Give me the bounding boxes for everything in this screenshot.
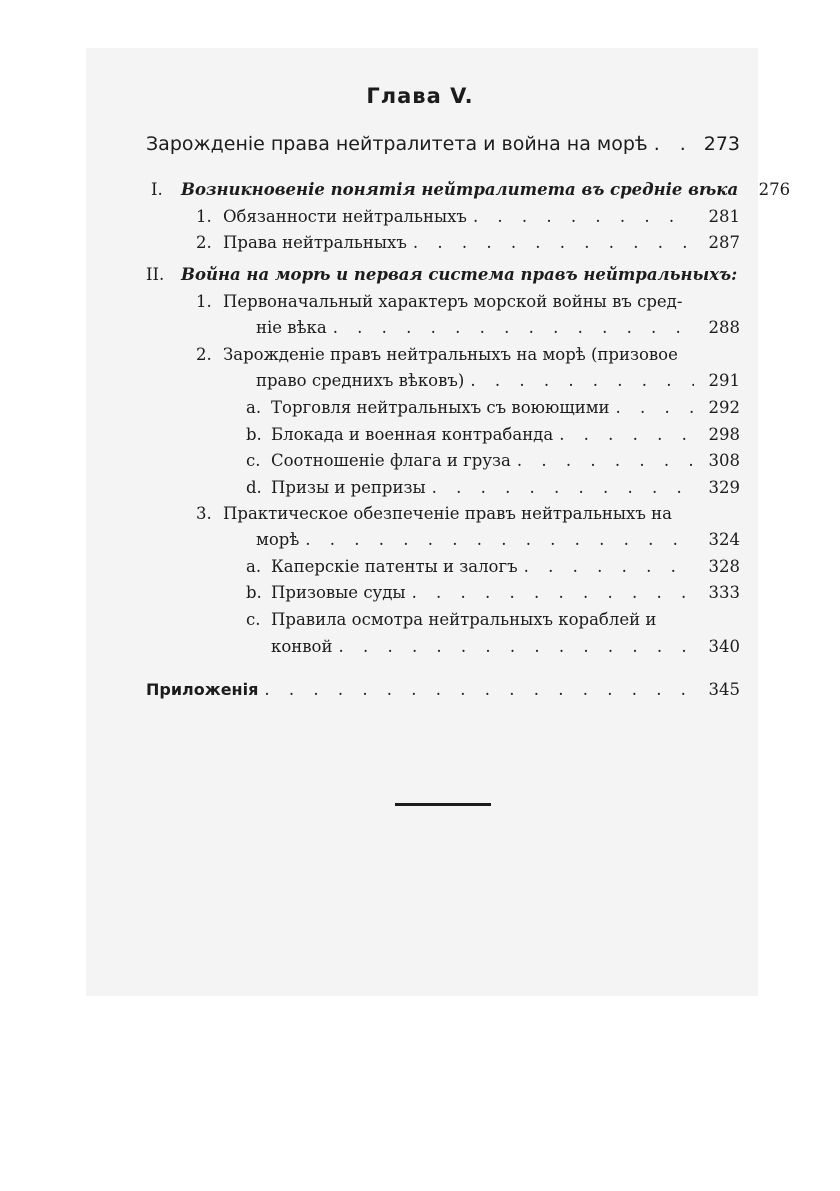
leader-dots [413,233,694,253]
item-title-line-1: Зарожденіе правъ нейтральныхъ на морѣ (призовое [223,345,678,364]
chapter-heading: Глава V. [366,84,474,108]
item-number: 2. [196,233,212,252]
toc-subitem-continuation [271,637,740,657]
page-number: 345 [708,680,740,699]
item-title: Обязанности нейтральныхъ [223,207,467,226]
page-number: 329 [708,478,740,497]
subitem-letter: b. [246,583,262,602]
toc-subitem [246,425,740,445]
subitem-letter: a. [246,398,262,417]
item-number: 3. [196,504,212,523]
leader-dots [333,318,694,338]
page-number: 276 [758,180,791,199]
toc-main-entry [146,134,740,154]
page-number: 308 [708,451,740,470]
toc-subitem [246,557,740,577]
subitem-title-line-2: конвой [271,637,333,656]
toc-section-1 [151,180,791,200]
page-number: 288 [708,318,740,337]
toc-item-continuation [256,530,740,550]
item-number: 1. [196,292,212,311]
leader-dots [264,680,694,700]
item-number: 1. [196,207,212,226]
item-title: Права нейтральныхъ [223,233,407,252]
section-title: Возникновеніе понятія нейтралитета въ средніе вѣка [181,180,739,199]
toc-appendix [146,680,740,700]
toc-item [196,207,740,227]
toc-subitem [246,451,740,471]
section-number: II. [146,265,165,284]
item-title-line-1: Практическое обезпеченіе правъ нейтральныхъ на [223,504,672,523]
subitem-title: Призы и репризы [271,478,426,497]
page-number: 291 [708,371,740,390]
toc-subitem [246,583,740,603]
toc-item [196,233,740,253]
subitem-title-line-1: Правила осмотра нейтральныхъ кораблей и [271,610,657,629]
leader-dots [559,425,694,445]
toc-item [196,504,672,524]
leader-dots [470,371,694,391]
subitem-letter: c. [246,610,261,629]
leader-dots [524,557,694,577]
page-number: 328 [708,557,740,576]
subitem-title: Соотношеніе флага и груза [271,451,511,470]
subitem-title: Блокада и военная контрабанда [271,425,554,444]
end-rule-divider [395,803,491,806]
subitem-letter: a. [246,557,262,576]
item-title-line-2: морѣ [256,530,300,549]
section-title: Война на морѣ и первая система правъ нейтральныхъ: [181,265,738,284]
subitem-letter: c. [246,451,261,470]
page-number: 324 [708,530,740,549]
toc-subitem [246,610,656,630]
item-title-line-2: ніе вѣка [256,318,327,337]
subitem-letter: d. [246,478,262,497]
leader-dots [654,134,694,154]
subitem-title: Каперскіе патенты и залогъ [271,557,518,576]
item-number: 2. [196,345,212,364]
leader-dots [517,451,694,471]
leader-dots [432,478,694,498]
toc-subitem [246,478,740,498]
item-title-line-2: право среднихъ вѣковъ) [256,371,465,390]
leader-dots [473,207,694,227]
toc-section-2 [146,265,737,285]
leader-dots [338,637,694,657]
item-title-line-1: Первоначальный характеръ морской войны въ сред- [223,292,683,311]
page-number: 287 [708,233,740,252]
section-number: I. [151,180,163,199]
page-number: 340 [708,637,740,656]
leader-dots [412,583,694,603]
leader-dots [616,398,694,418]
subitem-title: Призовые суды [271,583,406,602]
toc-item-continuation [256,371,740,391]
toc-item [196,292,682,312]
page-number: 273 [703,133,740,155]
page-number: 333 [708,583,740,602]
page-number: 281 [708,207,740,226]
appendix-title: Приложенія [146,680,259,699]
toc-item-continuation [256,318,740,338]
subitem-letter: b. [246,425,262,444]
toc-main-title: Зарожденіе права нейтралитета и война на морѣ [146,133,648,155]
page-number: 292 [708,398,740,417]
toc-item [196,345,678,365]
leader-dots [305,530,694,550]
subitem-title: Торговля нейтральныхъ съ воюющими [271,398,610,417]
toc-subitem [246,398,740,418]
page-number: 298 [708,425,740,444]
